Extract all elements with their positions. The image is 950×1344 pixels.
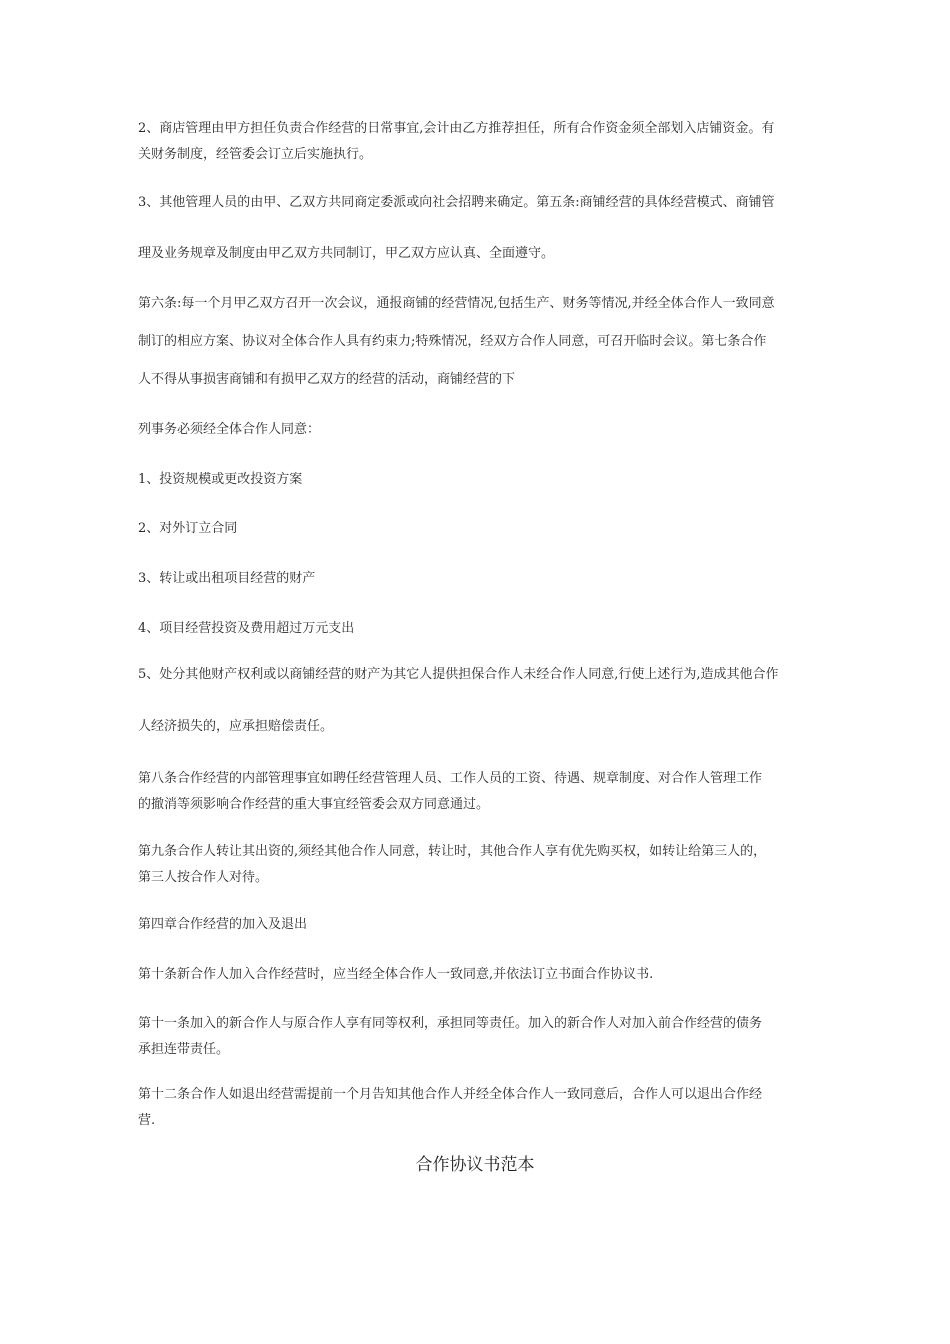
- document-title: 合作协议书范本: [415, 1155, 535, 1175]
- paragraph-line: 第十一条加入的新合作人与原合作人享有同等权利，承担同等责任。加入的新合作人对加入前合作经营的债务: [138, 1016, 763, 1031]
- paragraph-line: 承担连带责任。: [138, 1042, 230, 1057]
- paragraph-line: 5、处分其他财产权利或以商铺经营的财产为其它人提供担保合作人未经合作人同意,行使上述行为,造成其他合作: [138, 667, 779, 682]
- paragraph-line: 第八条合作经营的内部管理事宜如聘任经营管理人员、工作人员的工资、待遇、规章制度、对合作人管理工作: [138, 771, 763, 786]
- paragraph-line: 第十条新合作人加入合作经营时，应当经全体合作人一致同意,并依法订立书面合作协议书.: [138, 967, 654, 982]
- paragraph-line: 理及业务规章及制度由甲乙双方共同制订，甲乙双方应认真、全面遵守。: [138, 246, 555, 261]
- paragraph-line: 人不得从事损害商铺和有损甲乙双方的经营的活动，商铺经营的下: [138, 372, 516, 387]
- paragraph-2: [138, 190, 818, 216]
- paragraph-line: 关财务制度，经管委会订立后实施执行。: [138, 147, 373, 162]
- paragraph-line: 营.: [138, 1113, 156, 1128]
- list-item-2: [138, 516, 818, 542]
- paragraph-line: 第六条:每一个月甲乙双方召开一次会议，通报商铺的经营情况,包括生产、财务等情况,并经全体合作人一致同意: [138, 296, 775, 311]
- chapter-heading: [138, 912, 818, 938]
- paragraph-13: [138, 1082, 818, 1134]
- paragraph-line: 2、对外订立合同: [138, 521, 238, 536]
- paragraph-12: [138, 1011, 818, 1063]
- paragraph-5: [138, 329, 818, 355]
- paragraph-line: 第九条合作人转让其出资的,须经其他合作人同意，转让时，其他合作人享有优先购买权，如转让给第三人的，: [138, 844, 767, 859]
- paragraph-9: [138, 766, 818, 818]
- paragraph-11: [138, 962, 818, 988]
- paragraph-line: 人经济损失的，应承担赔偿责任。: [138, 719, 334, 734]
- paragraph-line: 2、商店管理由甲方担任负责合作经营的日常事宜,会计由乙方推荐担任，所有合作资金须全部划入店铺资金。有: [138, 121, 775, 136]
- paragraph-line: 第四章合作经营的加入及退出: [138, 917, 308, 932]
- paragraph-line: 3、转让或出租项目经营的财产: [138, 571, 316, 586]
- paragraph-1: [138, 116, 818, 168]
- paragraph-line: 的撤消等须影响合作经营的重大事宜经管委会双方同意通过。: [138, 797, 490, 812]
- paragraph-4: [138, 291, 818, 317]
- paragraph-line: 第三人按合作人对待。: [138, 870, 269, 885]
- paragraph-7: [138, 417, 818, 443]
- paragraph-line: 制订的相应方案、协议对全体合作人具有约束力;特殊情况，经双方合作人同意，可召开临时会议。第七条合作: [138, 334, 767, 349]
- paragraph-line: 1、投资规模或更改投资方案: [138, 472, 303, 487]
- paragraph-line: 列事务必须经全体合作人同意：: [138, 422, 321, 437]
- list-item-3: [138, 566, 818, 592]
- paragraph-line: 第十二条合作人如退出经营需提前一个月告知其他合作人并经全体合作人一致同意后，合作人可以退出合作经: [138, 1087, 763, 1102]
- paragraph-6: [138, 367, 818, 393]
- paragraph-line: 4、项目经营投资及费用超过万元支出: [138, 621, 355, 636]
- paragraph-line: 3、其他管理人员的由甲、乙双方共同商定委派或向社会招聘来确定。第五条:商铺经营的具体经营模式、商铺管: [138, 195, 775, 210]
- list-item-5: [138, 662, 818, 688]
- paragraph-10: [138, 839, 818, 891]
- list-item-1: [138, 467, 818, 493]
- paragraph-8: [138, 714, 818, 740]
- list-item-4: [138, 616, 818, 642]
- paragraph-3: [138, 241, 818, 267]
